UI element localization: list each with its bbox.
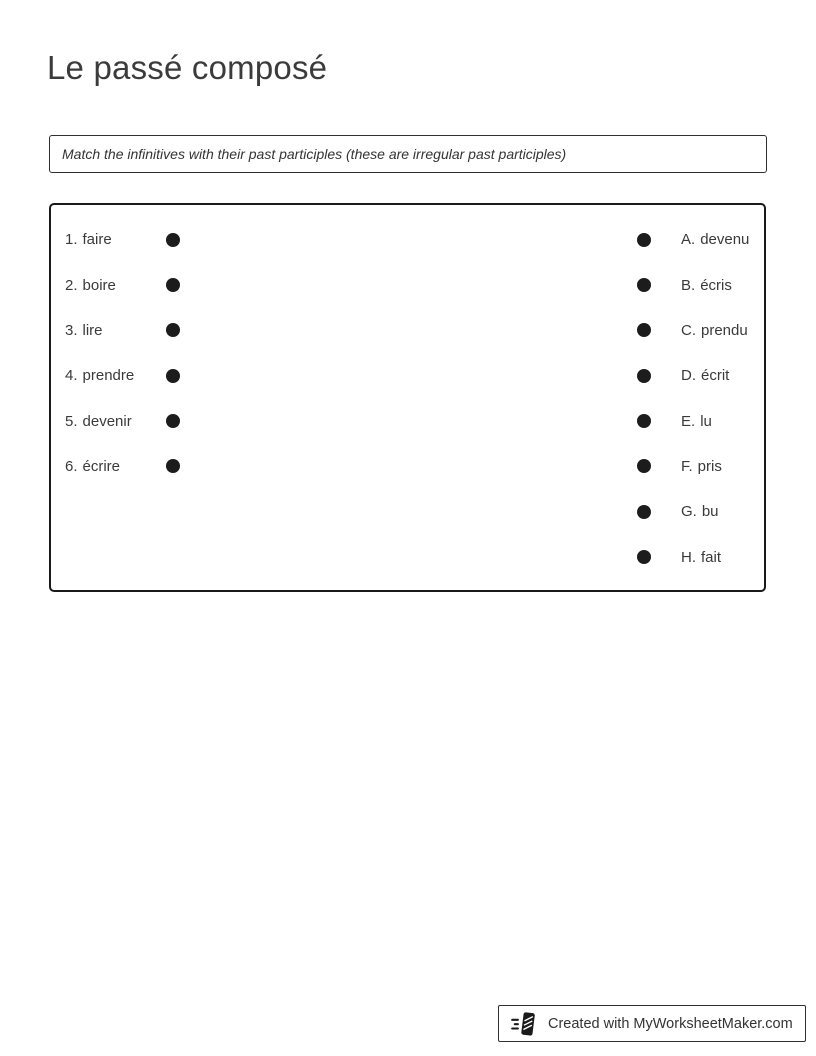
match-dot-right[interactable] — [637, 459, 651, 473]
participle-label: H. fait — [681, 548, 722, 566]
infinitive-row — [65, 444, 180, 489]
participle-row — [637, 308, 749, 353]
infinitive-row — [65, 308, 180, 353]
participle-label: G. bu — [681, 503, 719, 521]
match-dot-left[interactable] — [166, 459, 180, 473]
infinitive-label: 6. écrire — [65, 457, 121, 475]
instructions-text: Match the infinitives with their past participles (these are irregular past participles) — [62, 146, 567, 162]
match-dot-right[interactable] — [637, 505, 651, 519]
match-dot-left[interactable] — [166, 323, 180, 337]
participle-row — [637, 262, 749, 307]
match-dot-right[interactable] — [637, 233, 651, 247]
infinitives-column — [65, 217, 180, 489]
participle-label: B. écris — [681, 276, 732, 294]
participle-row — [637, 353, 749, 398]
match-dot-left[interactable] — [166, 233, 180, 247]
match-dot-right[interactable] — [637, 414, 651, 428]
match-dot-left[interactable] — [166, 414, 180, 428]
infinitive-row — [65, 398, 180, 443]
matching-exercise-box — [49, 203, 766, 592]
match-dot-right[interactable] — [637, 550, 651, 564]
participle-label: F. pris — [681, 457, 722, 475]
participle-label: E. lu — [681, 412, 712, 430]
infinitive-label: 3. lire — [65, 321, 103, 339]
credit-text[interactable]: Created with MyWorksheetMaker.com — [548, 1015, 793, 1032]
participle-row — [637, 534, 749, 579]
match-dot-right[interactable] — [637, 323, 651, 337]
infinitive-label: 2. boire — [65, 276, 116, 294]
participles-column — [637, 217, 749, 580]
infinitive-row — [65, 262, 180, 307]
match-dot-right[interactable] — [637, 278, 651, 292]
infinitive-row — [65, 353, 180, 398]
participle-label: C. prendu — [681, 321, 748, 339]
infinitive-label: 5. devenir — [65, 412, 132, 430]
infinitive-label: 4. prendre — [65, 367, 135, 385]
participle-row — [637, 489, 749, 534]
participle-row — [637, 444, 749, 489]
infinitive-label: 1. faire — [65, 231, 112, 249]
credit-badge — [498, 1005, 806, 1042]
infinitive-row — [65, 217, 180, 262]
worksheet-maker-logo-icon — [511, 1011, 539, 1037]
instructions-box — [49, 135, 767, 173]
participle-row — [637, 398, 749, 443]
participle-label: A. devenu — [681, 231, 750, 249]
match-dot-right[interactable] — [637, 369, 651, 383]
participle-row — [637, 217, 749, 262]
match-dot-left[interactable] — [166, 278, 180, 292]
match-dot-left[interactable] — [166, 369, 180, 383]
page-title: Le passé composé — [47, 49, 328, 86]
participle-label: D. écrit — [681, 367, 730, 385]
